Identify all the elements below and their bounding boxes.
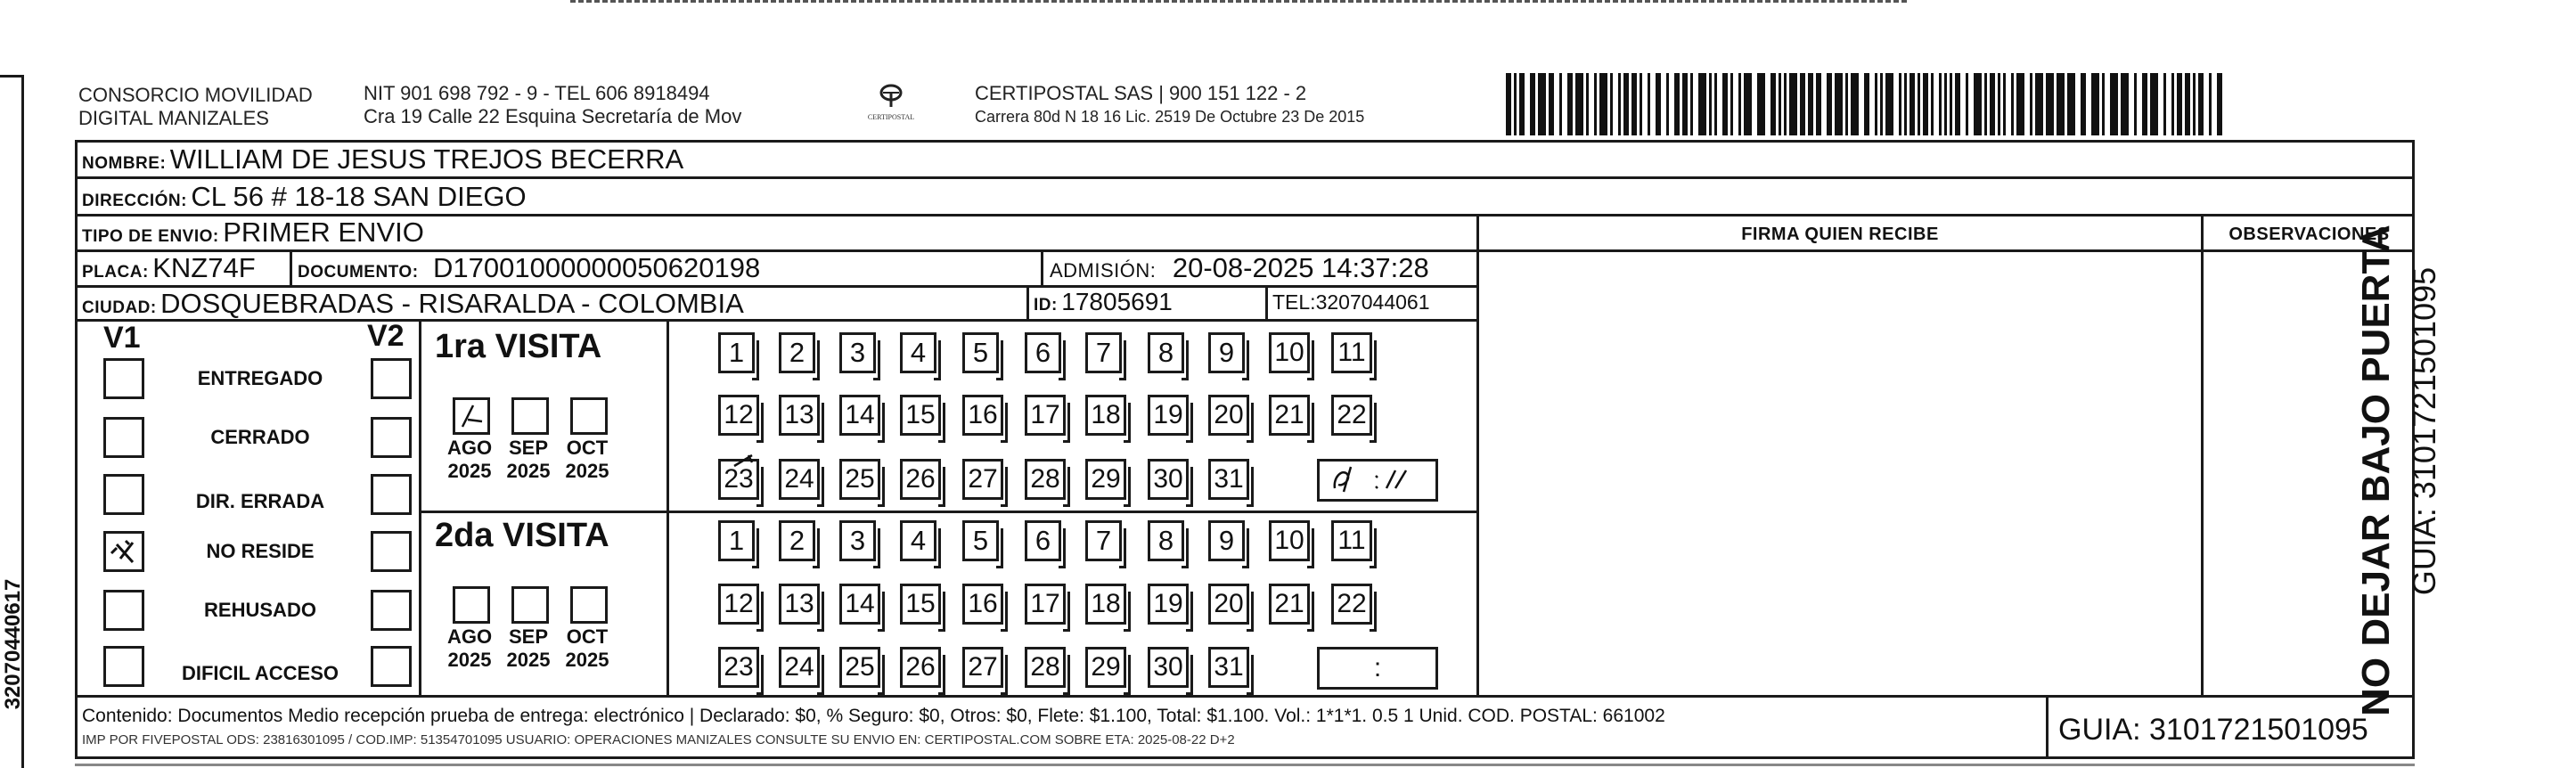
day-box[interactable]: 5 <box>962 332 999 373</box>
day-box[interactable]: 1 <box>718 520 755 561</box>
day-box[interactable]: 10 <box>1269 332 1310 373</box>
certi-line-2: Carrera 80d N 18 16 Lic. 2519 De Octubre 23 De 2015 <box>975 108 1365 126</box>
reason-label: ENTREGADO <box>197 367 323 389</box>
documento-cell <box>298 252 760 286</box>
reason-label: REHUSADO <box>204 599 316 621</box>
year-label: 2025 <box>447 460 492 482</box>
day-box[interactable]: 31 <box>1208 459 1249 500</box>
year-label: 2025 <box>565 460 609 482</box>
month-label: AGO <box>446 625 493 648</box>
v2-checkbox[interactable] <box>371 531 412 572</box>
day-box[interactable]: 27 <box>962 647 1003 688</box>
footer-imp: IMP POR FIVEPOSTAL ODS: 23816301095 / COD.IMP: 51354701095 USUARIO: OPERACIONES MANIZALES CONSULTE SU ENVIO EN: CERTIPOSTAL.COM SOBRE ETA: 2025-08-22 D+2 <box>82 732 1235 748</box>
day-box[interactable]: 29 <box>1085 647 1126 688</box>
day-box[interactable]: 22 <box>1331 395 1372 436</box>
nombre-label: NOMBRE: <box>82 154 167 173</box>
day-box[interactable]: 20 <box>1208 395 1249 436</box>
company-line-2: DIGITAL MANIZALES <box>78 107 269 129</box>
day-box[interactable]: 14 <box>839 395 880 436</box>
ciudad-value: DOSQUEBRADAS - RISARALDA - COLOMBIA <box>160 288 744 319</box>
firma-header: FIRMA QUIEN RECIBE <box>1741 225 1939 244</box>
day-mark-icon <box>722 453 757 498</box>
day-box[interactable]: 3 <box>839 520 876 561</box>
day-box[interactable]: 5 <box>962 520 999 561</box>
ciudad-label: CIUDAD: <box>82 298 157 317</box>
admision-label: ADMISIÓN: <box>1050 259 1157 282</box>
logo-text: CERTIPOSTAL <box>867 113 915 121</box>
day-box[interactable]: 21 <box>1269 395 1310 436</box>
day-box[interactable]: 30 <box>1148 647 1189 688</box>
day-box[interactable]: 11 <box>1331 332 1372 373</box>
tel-label: TEL: <box>1272 290 1316 314</box>
day-box[interactable]: 4 <box>900 520 936 561</box>
tel-value: 3207044061 <box>1315 290 1430 314</box>
month-label: AGO <box>446 437 493 459</box>
second-visit-month-checkbox[interactable] <box>453 586 490 624</box>
day-box[interactable]: 10 <box>1269 520 1310 561</box>
day-box[interactable]: 18 <box>1085 584 1126 625</box>
day-box[interactable]: 2 <box>779 332 815 373</box>
v2-label: V2 <box>367 319 405 353</box>
certi-line-1: CERTIPOSTAL SAS | 900 151 122 - 2 <box>975 82 1307 104</box>
day-box[interactable]: 6 <box>1025 520 1061 561</box>
documento-value: D17001000000050620198 <box>433 252 761 283</box>
day-box[interactable]: 18 <box>1085 395 1126 436</box>
reason-label: DIFICIL ACCESO <box>181 662 339 684</box>
direccion-value: CL 56 # 18-18 SAN DIEGO <box>191 181 527 212</box>
day-box[interactable]: 17 <box>1025 395 1066 436</box>
visit-divider <box>419 319 421 695</box>
day-box[interactable]: 2 <box>779 520 815 561</box>
day-box[interactable]: 7 <box>1085 332 1122 373</box>
month-label: OCT <box>566 625 609 648</box>
admision-value: 20-08-2025 14:37:28 <box>1172 252 1429 283</box>
month-label: SEP <box>508 625 549 648</box>
day-box[interactable]: 9 <box>1208 520 1245 561</box>
second-visit-month-checkbox[interactable] <box>511 586 549 624</box>
direccion-row <box>82 181 527 215</box>
logo-icon <box>878 82 904 109</box>
day-box[interactable]: 11 <box>1331 520 1372 561</box>
footer-divider <box>2046 695 2049 759</box>
second-visit-month-checkbox[interactable] <box>570 586 608 624</box>
day-box[interactable]: 19 <box>1148 584 1189 625</box>
certipostal-logo <box>855 82 927 132</box>
day-box[interactable]: 12 <box>718 584 759 625</box>
day-box[interactable]: 29 <box>1085 459 1126 500</box>
tipo-label: TIPO DE ENVIO: <box>82 227 219 246</box>
day-box[interactable]: 26 <box>900 647 941 688</box>
day-box[interactable]: 17 <box>1025 584 1066 625</box>
day-box[interactable]: 6 <box>1025 332 1061 373</box>
side-guia: GUIA: 3101721501095 <box>2406 266 2442 596</box>
nombre-value: WILLIAM DE JESUS TREJOS BECERRA <box>169 143 684 175</box>
v2-checkbox[interactable] <box>371 646 412 687</box>
nombre-row <box>82 143 683 177</box>
day-box[interactable]: 4 <box>900 332 936 373</box>
time-box[interactable] <box>1317 647 1438 690</box>
year-label: 2025 <box>565 649 609 671</box>
day-box[interactable]: 25 <box>839 459 880 500</box>
v1-checkbox[interactable] <box>103 590 144 631</box>
left-strip-number: 32070440617 <box>1 578 25 710</box>
v2-checkbox[interactable] <box>371 417 412 458</box>
day-box[interactable]: 23 <box>718 459 759 500</box>
day-box[interactable]: 12 <box>718 395 759 436</box>
warning-no-dejar: NO DEJAR BAJO PUERTA <box>2354 225 2398 716</box>
day-box[interactable]: 3 <box>839 332 876 373</box>
reason-label: NO RESIDE <box>206 540 315 562</box>
year-label: 2025 <box>506 649 551 671</box>
reason-label: DIR. ERRADA <box>195 490 325 512</box>
id-value: 17805691 <box>1061 288 1173 315</box>
barcode <box>1506 73 2229 135</box>
perforation-line <box>570 0 1907 3</box>
day-box[interactable]: 24 <box>779 459 820 500</box>
day-box[interactable]: 28 <box>1025 459 1066 500</box>
v2-checkbox[interactable] <box>371 590 412 631</box>
company-line-1: CONSORCIO MOVILIDAD <box>78 84 313 106</box>
day-box[interactable]: 14 <box>839 584 880 625</box>
handwritten-time-icon <box>1324 462 1431 499</box>
barcode-bars <box>1506 73 2229 135</box>
day-box[interactable]: 23 <box>718 647 759 688</box>
v2-checkbox[interactable] <box>371 474 412 515</box>
observaciones-header: OBSERVACIONES <box>2228 225 2390 244</box>
id-label: ID: <box>1034 296 1058 315</box>
placa-value: KNZ74F <box>152 252 256 283</box>
v1-checkbox[interactable] <box>103 531 144 572</box>
nit-line-2: Cra 19 Calle 22 Esquina Secretaría de Mov <box>364 105 742 127</box>
bottom-cut-line <box>75 764 2415 766</box>
first-visit-month-checkbox[interactable] <box>511 397 549 435</box>
visit-split-line <box>419 511 1479 513</box>
day-box[interactable]: 28 <box>1025 647 1066 688</box>
day-box[interactable]: 21 <box>1269 584 1310 625</box>
ciudad-row <box>82 288 744 322</box>
v2-checkbox[interactable] <box>371 358 412 399</box>
time-box[interactable] <box>1317 459 1438 502</box>
day-box[interactable]: 15 <box>900 395 941 436</box>
first-visit-month-checkbox[interactable] <box>570 397 608 435</box>
year-label: 2025 <box>506 460 551 482</box>
tipo-envio-row <box>82 217 424 250</box>
month-label: SEP <box>508 437 549 459</box>
day-box[interactable]: 1 <box>718 332 755 373</box>
day-box[interactable]: 31 <box>1208 647 1249 688</box>
second-visit-title: 2da VISITA <box>435 517 609 554</box>
day-box[interactable]: 27 <box>962 459 1003 500</box>
day-box[interactable]: 15 <box>900 584 941 625</box>
cell-divider <box>1041 249 1043 285</box>
day-box[interactable]: 7 <box>1085 520 1122 561</box>
placa-row <box>82 252 256 286</box>
check-mark-icon <box>106 534 142 569</box>
day-box[interactable]: 24 <box>779 647 820 688</box>
day-box[interactable]: 16 <box>962 395 1003 436</box>
day-box[interactable]: 26 <box>900 459 941 500</box>
direccion-label: DIRECCIÓN: <box>82 192 187 210</box>
tipo-value: PRIMER ENVIO <box>223 217 424 248</box>
tel-cell <box>1272 290 1430 321</box>
first-visit-title: 1ra VISITA <box>435 328 602 365</box>
v1-checkbox[interactable] <box>103 417 144 458</box>
id-cell <box>1034 288 1173 322</box>
certipostal-info <box>975 82 1474 128</box>
reason-label: CERRADO <box>210 426 310 448</box>
company-name <box>78 84 364 130</box>
v1-label: V1 <box>103 321 141 355</box>
day-box[interactable]: 8 <box>1148 520 1184 561</box>
nit-line-1: NIT 901 698 792 - 9 - TEL 606 8918494 <box>364 82 710 104</box>
day-box[interactable]: 13 <box>779 584 820 625</box>
firma-left-divider <box>1476 214 1479 695</box>
footer-contenido: Contenido: Documentos Medio recepción prueba de entrega: electrónico | Declarado: $0, % Seguro: $0, Otros: $0, Flete: $1.100, Total: $1.100. Vol.: 1*1*1. 0.5 1 Unid. COD. POSTAL: 661002 <box>82 706 1665 726</box>
firma-observaciones-divider <box>2201 214 2204 695</box>
month-label: OCT <box>566 437 609 459</box>
v1-checkbox[interactable] <box>103 474 144 515</box>
visit-divider <box>666 319 669 695</box>
day-box[interactable]: 19 <box>1148 395 1189 436</box>
first-visit-month-checkbox[interactable] <box>453 397 490 435</box>
admision-cell <box>1050 252 1429 286</box>
day-box[interactable]: 9 <box>1208 332 1245 373</box>
v1-checkbox[interactable] <box>103 358 144 399</box>
row-line <box>75 695 2415 698</box>
check-mark-icon <box>455 400 487 432</box>
placa-label: PLACA: <box>82 263 149 282</box>
cell-divider <box>290 249 292 285</box>
day-box[interactable]: 22 <box>1331 584 1372 625</box>
documento-label: DOCUMENTO: <box>298 263 419 282</box>
day-box[interactable]: 20 <box>1208 584 1249 625</box>
time-separator: : <box>1373 653 1382 682</box>
day-box[interactable]: 13 <box>779 395 820 436</box>
v1-checkbox[interactable] <box>103 646 144 687</box>
row-line <box>1476 249 2415 252</box>
company-nit <box>364 82 827 128</box>
day-box[interactable]: 25 <box>839 647 880 688</box>
day-box[interactable]: 16 <box>962 584 1003 625</box>
day-box[interactable]: 8 <box>1148 332 1184 373</box>
cell-divider <box>1265 285 1268 319</box>
day-box[interactable]: 30 <box>1148 459 1189 500</box>
footer-guia: GUIA: 3101721501095 <box>2058 713 2368 747</box>
cell-divider <box>1026 285 1029 319</box>
year-label: 2025 <box>447 649 492 671</box>
